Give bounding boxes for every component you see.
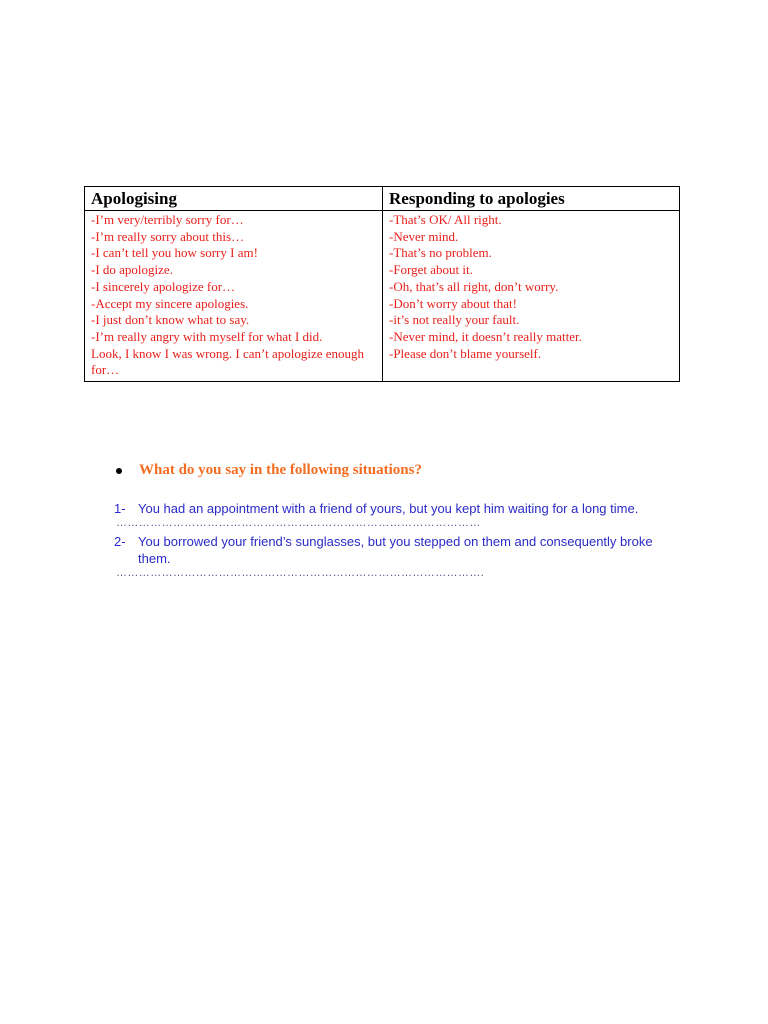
situation-row	[114, 500, 674, 517]
answer-line[interactable]: …………………………………………………………………………………….	[116, 567, 485, 579]
responding-phrase: -it’s not really your fault.	[389, 312, 520, 328]
table-row	[85, 211, 680, 382]
situation-number: 1-	[114, 501, 126, 516]
situation-item	[114, 533, 674, 579]
table-header-row	[85, 187, 680, 211]
apologising-phrase: -I just don’t know what to say.	[91, 312, 250, 328]
exercise-question	[114, 462, 422, 479]
apologising-phrase: -I do apologize.	[91, 262, 173, 278]
responding-phrase: -Never mind, it doesn’t really matter.	[389, 328, 582, 344]
responding-phrase: -That’s OK/ All right.	[389, 212, 502, 227]
responding-phrase: -Don’t worry about that!	[389, 295, 517, 311]
responding-phrase: -That’s no problem.	[389, 245, 492, 261]
responding-cell	[383, 211, 680, 382]
header-responding: Responding to apologies	[383, 187, 680, 211]
responding-phrase: -Please don’t blame yourself.	[389, 345, 542, 361]
answer-line[interactable]: ……………………………………………………………………………………	[116, 517, 481, 529]
bullet-icon	[116, 468, 122, 474]
situation-text: You borrowed your friend’s sunglasses, but you stepped on them and consequently broke them.	[138, 534, 653, 566]
apologising-phrase: Look, I know I was wrong. I can’t apologize enough for…	[91, 345, 365, 378]
situation-row	[114, 533, 674, 567]
apologising-phrase: -I sincerely apologize for…	[91, 278, 236, 294]
apology-phrases-table	[84, 186, 680, 382]
apologising-cell	[85, 211, 383, 382]
responding-phrase: -Never mind.	[389, 228, 459, 244]
apologising-phrase: -I’m really angry with myself for what I did.	[91, 328, 323, 344]
situation-number: 2-	[114, 534, 126, 549]
header-apologising: Apologising	[85, 187, 383, 211]
question-text: What do you say in the following situations?	[139, 462, 422, 478]
apologising-phrase: -I can’t tell you how sorry I am!	[91, 245, 258, 261]
responding-phrase: -Oh, that’s all right, don’t worry.	[389, 278, 559, 294]
responding-phrase: -Forget about it.	[389, 262, 473, 278]
apologising-phrase: -I’m really sorry about this…	[91, 228, 245, 244]
apologising-phrase: -Accept my sincere apologies.	[91, 295, 249, 311]
situation-item	[114, 500, 674, 529]
situation-text: You had an appointment with a friend of yours, but you kept him waiting for a long time.	[138, 501, 639, 516]
situations-list	[114, 500, 674, 579]
apologising-phrase: -I’m very/terribly sorry for…	[91, 212, 244, 227]
